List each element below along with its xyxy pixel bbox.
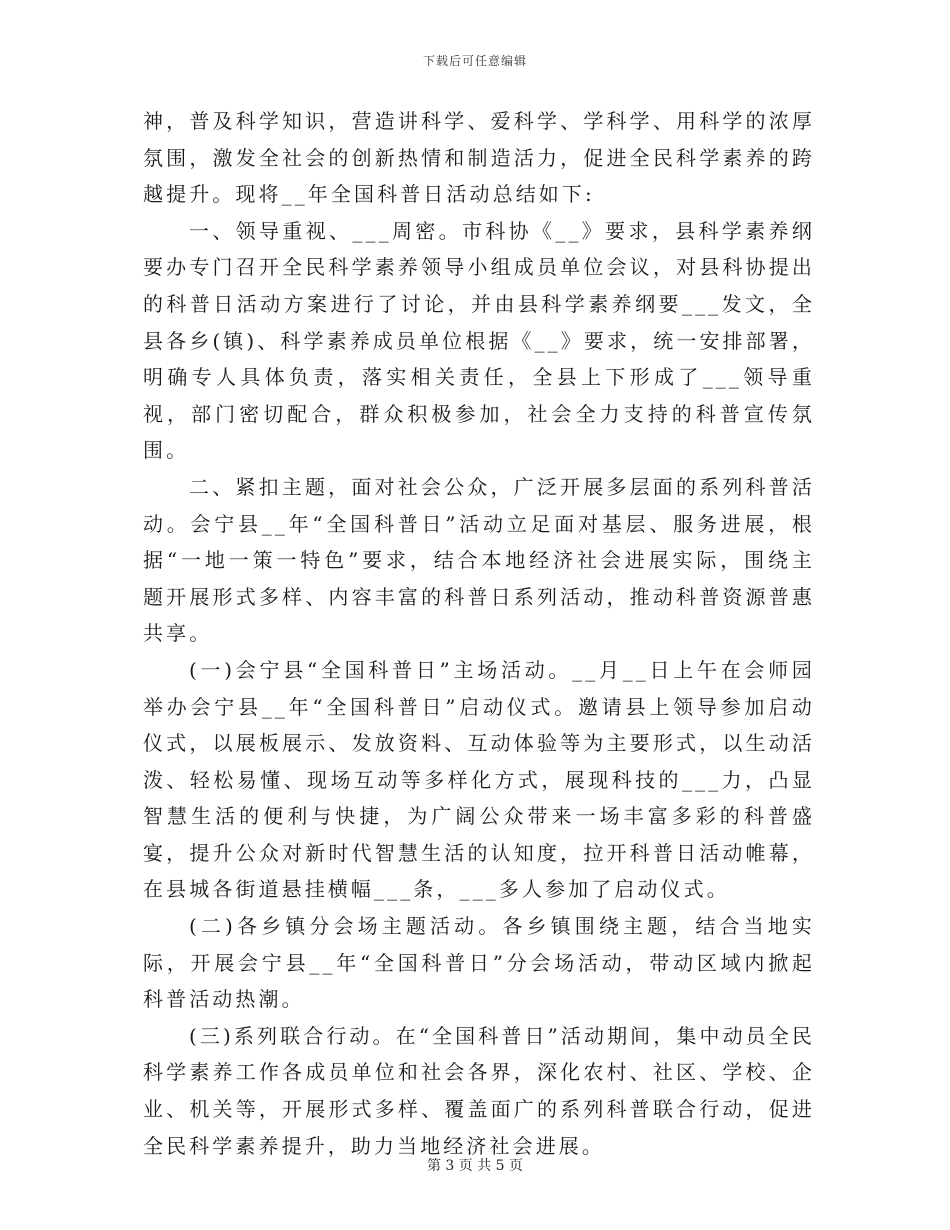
paragraph-section-2: 二、紧扣主题，面对社会公众，广泛开展多层面的系列科普活动。会宁县__年“全国科普日”活动立足面对基层、服务进展，根据“一地一策一特色”要求，结合本地经济社会进展实际，围绕主题开展形式多样、内容丰富的科普日系列活动，推动科普资源普惠共享。: [143, 474, 815, 646]
paragraph-subsection-2: (二)各乡镇分会场主题活动。各乡镇围绕主题，结合当地实际，开展会宁县__年“全国科普日”分会场活动，带动区域内掀起科普活动热潮。: [143, 914, 815, 1012]
paragraph-subsection-3: (三)系列联合行动。在“全国科普日”活动期间，集中动员全民科学素养工作各成员单位和社会各界，深化农村、社区、学校、企业、机关等，开展形式多样、覆盖面广的系列科普联合行动，促进全民科学素养提升，助力当地经济社会进展。: [143, 1023, 815, 1158]
paragraph-section-1: 一、领导重视、___周密。市科协《__》要求，县科学素养纲要办专门召开全民科学素养领导小组成员单位会议，对县科协提出的科普日活动方案进行了讨论，并由县科学素养纲要___发文，全县各乡(镇)、科学素养成员单位根据《__》要求，统一安排部署，明确专人具体负责，落实相关责任，全县上下形成了___领导重视，部门密切配合，群众积极参加，社会全力支持的科普宣传氛围。: [143, 218, 815, 463]
page-header: 下载后可任意编辑: [422, 54, 527, 68]
paragraph-subsection-1: (一)会宁县“全国科普日”主场活动。__月__日上午在会师园举办会宁县__年“全国科普日”启动仪式。邀请县上领导参加启动仪式，以展板展示、发放资料、互动体验等为主要形式，以生动活泼、轻松易懂、现场互动等多样化方式，展现科技的___力，凸显智慧生活的便利与快捷，为广阔公众带来一场丰富多彩的科普盛宴，提升公众对新时代智慧生活的认知度，拉开科普日活动帷幕，在县城各街道悬挂横幅___条，___多人参加了启动仪式。: [143, 657, 815, 902]
paragraph-intro-continued: 神，普及科学知识，营造讲科学、爱科学、学科学、用科学的浓厚氛围，激发全社会的创新热情和制造活力，促进全民科学素养的跨越提升。现将__年全国科普日活动总结如下:: [143, 109, 815, 207]
page-number: 第 3 页 共 5 页: [426, 1158, 524, 1174]
document-body: [143, 103, 815, 1164]
